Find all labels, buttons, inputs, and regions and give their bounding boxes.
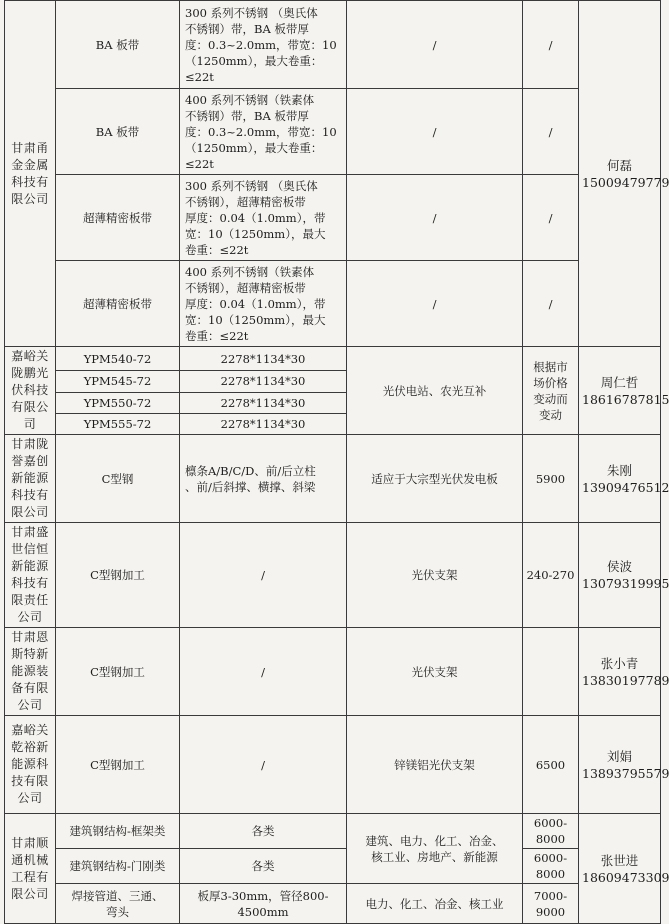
- product-spec: 板厚3-30mm，管径800- 4500mm: [180, 884, 347, 924]
- company-name: 甘肃顺 通机械 工程有 限公司: [5, 814, 56, 924]
- product-use: 电力、化工、冶金、核工业: [347, 884, 523, 924]
- product-price: 6000- 8000: [523, 849, 579, 884]
- table-row: [5, 1, 661, 89]
- product-use: /: [347, 175, 523, 261]
- product-use: 建筑、电力、化工、冶金、 核工业、房地产、新能源: [347, 814, 523, 884]
- company-name: 甘肃陇 誉嘉创 新能源 科技有 限公司: [5, 435, 56, 523]
- table-row: [5, 716, 661, 814]
- contact-info: 刘娟 13893795579: [579, 716, 661, 814]
- product-price: 240-270: [523, 523, 579, 628]
- product-name: C型钢加工: [56, 523, 180, 628]
- contact-info: 张世进 18609473309: [579, 814, 661, 924]
- product-spec: 2278*1134*30: [180, 347, 347, 371]
- product-price: 6500: [523, 716, 579, 814]
- table-row: [5, 814, 661, 849]
- contact-info: 朱刚 13909476512: [579, 435, 661, 523]
- product-name: 超薄精密板带: [56, 175, 180, 261]
- product-spec: 2278*1134*30: [180, 392, 347, 413]
- product-spec: 2278*1134*30: [180, 413, 347, 434]
- product-use: /: [347, 261, 523, 347]
- product-price: 根据市 场价格 变动而 变动: [523, 347, 579, 435]
- product-price: /: [523, 89, 579, 175]
- product-use: 光伏支架: [347, 523, 523, 628]
- table-row: [5, 523, 661, 628]
- product-price: 6000- 8000: [523, 814, 579, 849]
- product-price: 5900: [523, 435, 579, 523]
- table-row: [5, 435, 661, 523]
- product-use: /: [347, 1, 523, 89]
- product-spec: 2278*1134*30: [180, 371, 347, 392]
- product-spec: /: [180, 523, 347, 628]
- table-row: [5, 849, 661, 884]
- product-price: 7000- 9000: [523, 884, 579, 924]
- product-spec: 400 系列不锈钢（铁素体 不锈钢）带，BA 板带厚 度：0.3~2.0mm，带宽：10 （1250mm），最大卷重： ≤22t: [180, 89, 347, 175]
- product-name: YPM540-72: [56, 347, 180, 371]
- company-name: 嘉峪关 陇鹏光 伏科技 有限公 司: [5, 347, 56, 435]
- table-row: [5, 347, 661, 371]
- company-name: 嘉峪关 乾裕新 能源科 技有限 公司: [5, 716, 56, 814]
- company-name: 甘肃甬 金金属 科技有 限公司: [5, 1, 56, 347]
- product-use: /: [347, 89, 523, 175]
- table-row: [5, 175, 661, 261]
- product-name: YPM550-72: [56, 392, 180, 413]
- table-row: [5, 628, 661, 716]
- product-use: 适应于大宗型光伏发电板: [347, 435, 523, 523]
- product-name: C型钢加工: [56, 716, 180, 814]
- product-name: BA 板带: [56, 89, 180, 175]
- product-name: 建筑钢结构-门刚类: [56, 849, 180, 884]
- product-name: C型钢: [56, 435, 180, 523]
- contact-info: 何磊 15009479779: [579, 1, 661, 347]
- product-name: YPM545-72: [56, 371, 180, 392]
- product-name: YPM555-72: [56, 413, 180, 434]
- product-use: 光伏电站、农光互补: [347, 347, 523, 435]
- contact-info: 张小青 13830197789: [579, 628, 661, 716]
- table-row: [5, 884, 661, 924]
- product-use: 锌镁铝光伏支架: [347, 716, 523, 814]
- product-spec: 300 系列不锈钢 （奥氏体 不锈钢），超薄精密板带 厚度：0.04（1.0mm），带 宽：10（1250mm），最大 卷重：≤22t: [180, 175, 347, 261]
- product-price: /: [523, 1, 579, 89]
- table-row: [5, 89, 661, 175]
- product-use: 光伏支架: [347, 628, 523, 716]
- product-price: [523, 628, 579, 716]
- product-name: C型钢加工: [56, 628, 180, 716]
- product-spec: 檩条A/B/C/D、前/后立柱 、前/后斜撑、横撑、斜梁: [180, 435, 347, 523]
- company-name: 甘肃盛 世信恒 新能源 科技有 限责任 公司: [5, 523, 56, 628]
- product-name: BA 板带: [56, 1, 180, 89]
- product-spec: 各类: [180, 849, 347, 884]
- product-spec: 各类: [180, 814, 347, 849]
- product-price: /: [523, 175, 579, 261]
- product-spec: 300 系列不锈钢 （奥氏体 不锈钢）带，BA 板带厚 度：0.3~2.0mm，带宽：10 （1250mm），最大卷重： ≤22t: [180, 1, 347, 89]
- product-price: /: [523, 261, 579, 347]
- product-spec: /: [180, 628, 347, 716]
- product-spec: 400 系列不锈钢（铁素体 不锈钢），超薄精密板带 厚度：0.04（1.0mm），带 宽：10（1250mm），最大 卷重：≤22t: [180, 261, 347, 347]
- contact-info: 周仁哲 18616787815: [579, 347, 661, 435]
- product-name: 超薄精密板带: [56, 261, 180, 347]
- company-name: 甘肃恩 斯特新 能源装 备有限 公司: [5, 628, 56, 716]
- supplier-table: [4, 0, 669, 924]
- table-row: [5, 261, 661, 347]
- product-name: 建筑钢结构-框架类: [56, 814, 180, 849]
- product-name: 焊接管道、三通、 弯头: [56, 884, 180, 924]
- product-spec: /: [180, 716, 347, 814]
- contact-info: 侯波 13079319995: [579, 523, 661, 628]
